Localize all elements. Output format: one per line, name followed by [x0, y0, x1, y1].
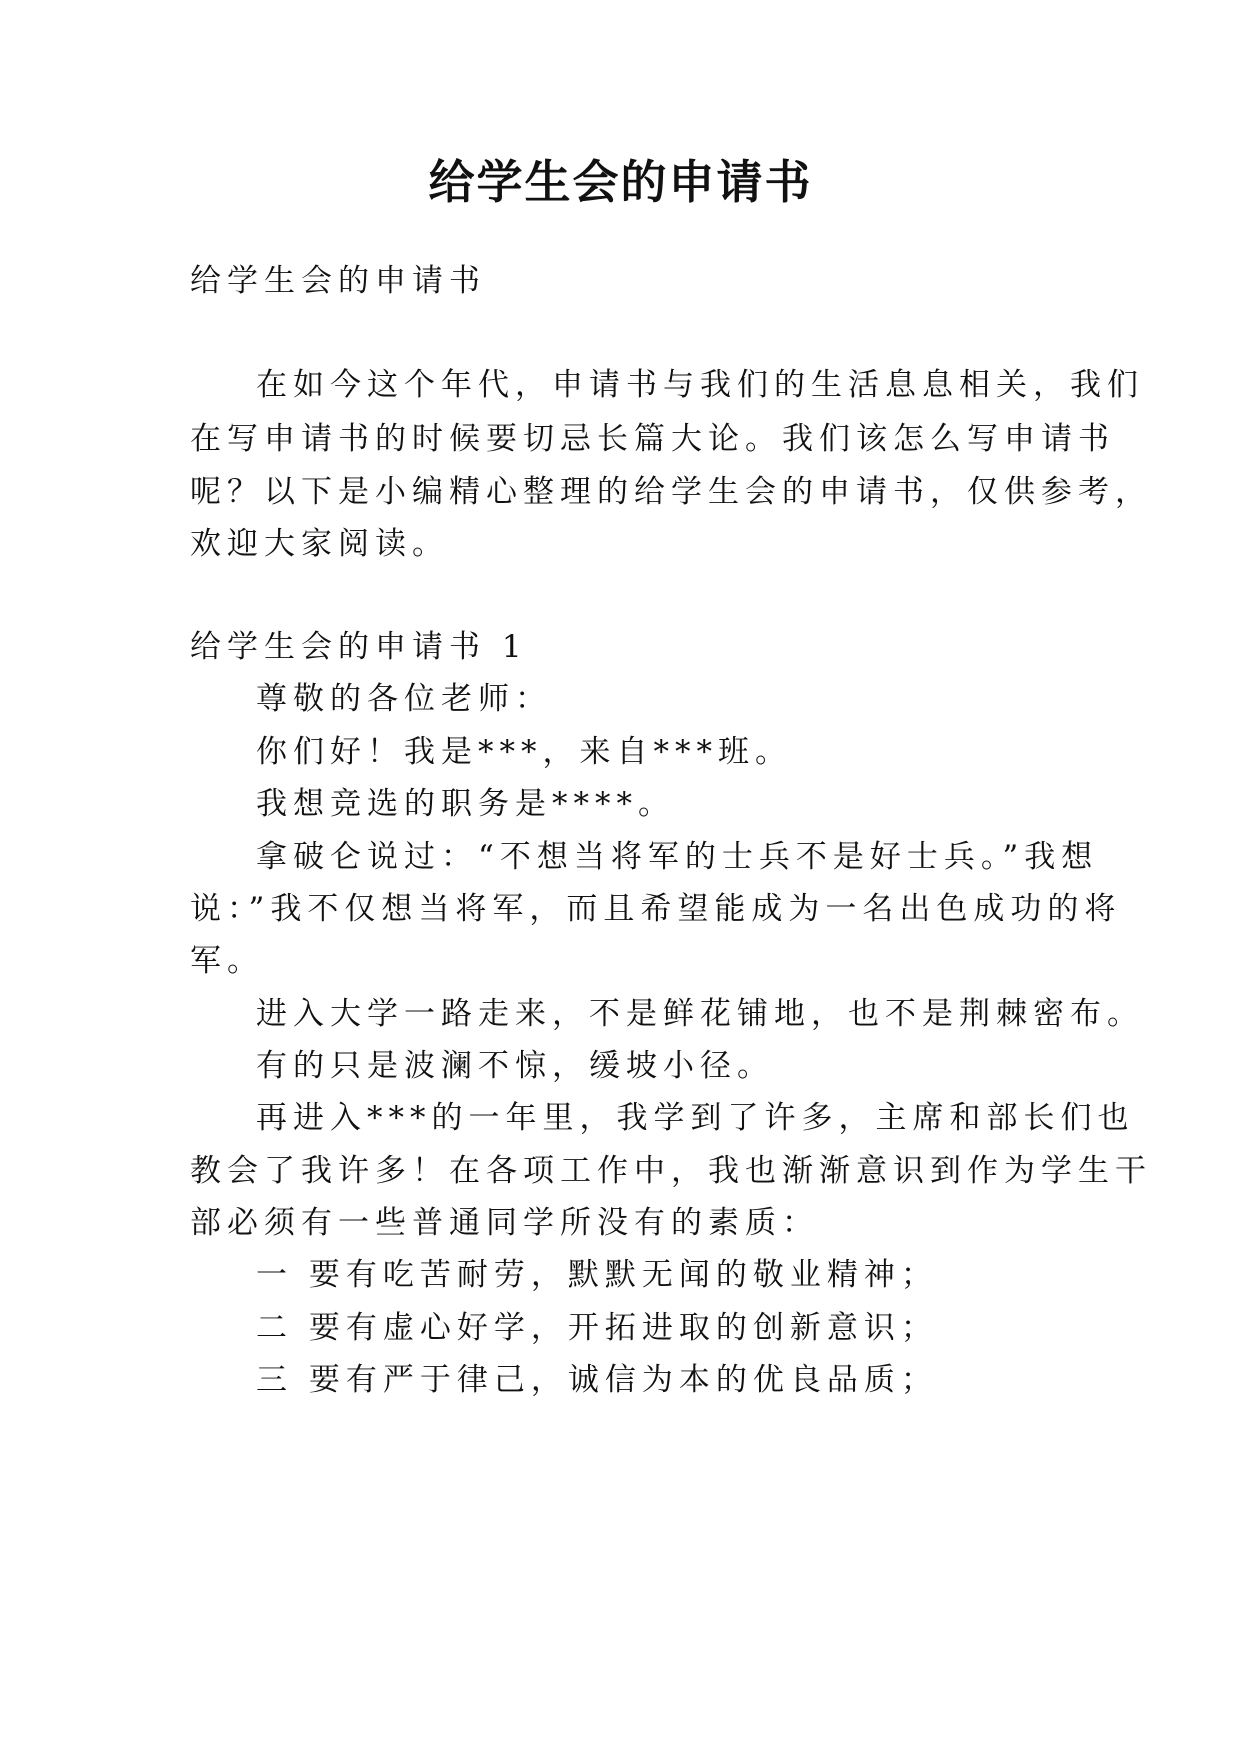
subtitle: 给学生会的申请书: [190, 263, 486, 299]
greeting: 尊敬的各位老师：: [256, 681, 552, 717]
quality-item-1: 一 要有吃苦耐劳，默默无闻的敬业精神；: [256, 1257, 938, 1293]
college-line-1: 进入大学一路走来，不是鲜花铺地，也不是荆棘密布。: [256, 996, 1144, 1032]
napoleon-line-2: 说：”我不仅想当将军，而且希望能成为一名出色成功的将: [190, 891, 1122, 927]
intro-line-4: 欢迎大家阅读。: [190, 526, 449, 562]
hello-line: 你们好！我是***，来自***班。: [256, 734, 792, 770]
quality-item-2: 二 要有虚心好学，开拓进取的创新意识；: [256, 1310, 938, 1346]
year-line-1: 再进入***的一年里，我学到了许多，主席和部长们也: [256, 1100, 1135, 1136]
document-title: 给学生会的申请书: [428, 155, 813, 209]
napoleon-line-1: 拿破仑说过：“不想当将军的士兵不是好士兵。”我想: [256, 839, 1099, 875]
year-line-3: 部必须有一些普通同学所没有的素质：: [190, 1205, 819, 1241]
position-line: 我想竞选的职务是****。: [256, 786, 675, 822]
section-heading: 给学生会的申请书 1: [190, 629, 528, 665]
intro-line-1: 在如今这个年代，申请书与我们的生活息息相关，我们: [256, 367, 1144, 403]
quality-item-3: 三 要有严于律己，诚信为本的优良品质；: [256, 1362, 938, 1398]
intro-line-2: 在写申请书的时候要切忌长篇大论。我们该怎么写申请书: [190, 421, 1115, 457]
college-line-2: 有的只是波澜不惊，缓坡小径。: [256, 1048, 774, 1084]
napoleon-line-3: 军。: [190, 943, 264, 979]
intro-line-3: 呢？以下是小编精心整理的给学生会的申请书，仅供参考，: [190, 474, 1152, 510]
year-line-2: 教会了我许多！在各项工作中，我也渐渐意识到作为学生干: [190, 1153, 1152, 1189]
